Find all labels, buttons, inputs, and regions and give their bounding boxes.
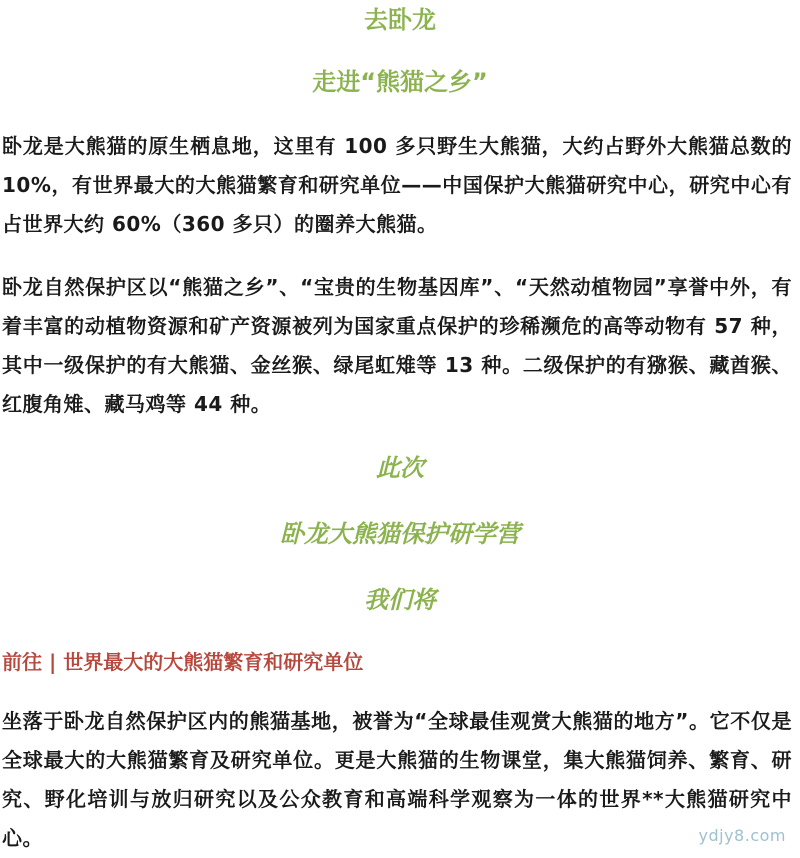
paragraph-nature-reserve: 卧龙自然保护区以“熊猫之乡”、“宝贵的生物基因库”、“天然动植物园”享誉中外，有着丰富的动植物资源和矿产资源被列为国家重点保护的珍稀濒危的高等动物有 57 种，其中一级保护的有大熊猫、金丝猴、绿尾虹雉等 13 种。二级保护的有猕猴、藏酋猴、红腹角雉、藏马鸡等 44 种。 <box>2 275 792 416</box>
paragraph-panda-base: 坐落于卧龙自然保护区内的熊猫基地，被誉为“全球最佳观赏大熊猫的地方”。它不仅是全球最大的大熊猫繁育及研究单位。更是大熊猫的生物课堂，集大熊猫饲养、繁育、研究、野化培训与放归研究以及公众教育和高端科学观察为一体的世界**大熊猫研究中心。 <box>2 709 792 850</box>
heading-go-wolong: 去卧龙 <box>364 6 436 34</box>
section-title-research-unit: 前往 | 世界最大的大熊猫繁育和研究单位 <box>2 650 364 674</box>
heading-study-camp: 卧龙大熊猫保护研学营 <box>280 520 520 548</box>
watermark-text: ydjy8.com <box>698 826 786 845</box>
heading-panda-hometown: 走进“熊猫之乡” <box>312 68 488 96</box>
paragraph-wolong-habitat: 卧龙是大熊猫的原生栖息地，这里有 100 多只野生大熊猫，大约占野外大熊猫总数的 10%，有世界最大的大熊猫繁育和研究单位——中国保护大熊猫研究中心，研究中心有占世界大约 60%（360 多只）的圈养大熊猫。 <box>2 134 792 236</box>
heading-this-time: 此次 <box>376 454 424 482</box>
heading-we-will: 我们将 <box>364 586 436 614</box>
